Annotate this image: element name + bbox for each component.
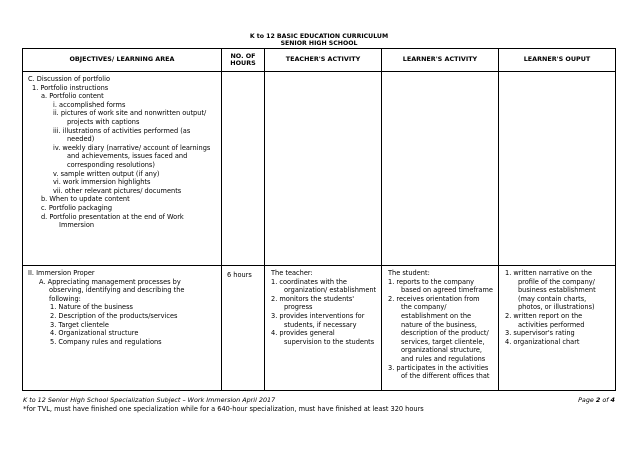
table-cell-learner xyxy=(382,266,499,391)
text-line: a. Portfolio content xyxy=(41,92,104,101)
text-line: 1. written narrative on the xyxy=(505,269,592,277)
table-cell-teacher xyxy=(265,72,382,266)
text-line: students, if necessary xyxy=(284,320,357,329)
table-cell-hours xyxy=(222,72,265,266)
table-cell-teacher xyxy=(265,266,382,391)
hours-value: 6 hours xyxy=(227,271,252,279)
table-cell-objectives xyxy=(23,266,222,391)
table-cell-output xyxy=(499,72,616,266)
text-line: progress xyxy=(284,303,313,312)
table-header-row xyxy=(23,49,616,72)
text-line: C. Discussion of portfolio xyxy=(28,75,110,83)
text-line: projects with captions xyxy=(67,118,140,126)
text-line: 1. Nature of the business xyxy=(50,303,133,312)
document-subtitle: SENIOR HIGH SCHOOL xyxy=(280,40,358,47)
text-line: organizational structure, xyxy=(401,346,482,355)
text-line: services, target clientele, xyxy=(401,337,485,346)
table-cell-hours xyxy=(222,266,265,391)
text-line: v. sample written output (if any) xyxy=(53,169,160,178)
text-line: business establishment xyxy=(518,286,596,295)
text-line: description of the product/ xyxy=(401,329,489,338)
column-header-learner-activity: LEARNER'S ACTIVITY xyxy=(382,49,499,72)
text-line: 4. organizational chart xyxy=(505,337,580,346)
text-line: II. Immersion Proper xyxy=(28,269,95,277)
text-line: corresponding resolutions) xyxy=(67,161,155,169)
text-line: following: xyxy=(49,294,81,303)
text-line: c. Portfolio packaging xyxy=(41,204,113,212)
column-header-objectives: OBJECTIVES/ LEARNING AREA xyxy=(23,49,222,72)
text-line: and rules and regulations xyxy=(401,355,486,363)
footnote: *for TVL, must have finished one specialization while for a 640-hour specialization, must have finished at least 320 hours xyxy=(23,405,424,413)
text-line: vii. other relevant pictures/ documents xyxy=(53,186,182,195)
text-line: vi. work immersion highlights xyxy=(53,178,151,187)
text-line: needed) xyxy=(67,135,95,144)
table-cell-output xyxy=(499,266,616,391)
text-line: the company/ xyxy=(401,303,447,312)
text-line: 2. receives orientation from xyxy=(388,294,480,303)
page-number: Page 2 of 4 xyxy=(578,396,615,404)
text-line: d. Portfolio presentation at the end of Work xyxy=(41,212,184,221)
text-line: 4. Organizational structure xyxy=(50,329,139,338)
table-cell-learner xyxy=(382,72,499,266)
text-line: supervision to the students xyxy=(284,337,375,346)
column-header-teacher-activity: TEACHER'S ACTIVITY xyxy=(265,49,382,72)
text-line: The student: xyxy=(388,269,430,277)
text-line: b. When to update content xyxy=(41,195,130,204)
text-line: (may contain charts, xyxy=(518,294,587,303)
text-line: 3. participates in the activities xyxy=(388,363,489,372)
column-header-hours: NO. OF HOURS xyxy=(222,49,265,72)
text-line: observing, identifying and describing the xyxy=(49,286,185,295)
table-row xyxy=(23,266,616,391)
text-line: 3. Target clientele xyxy=(50,320,109,329)
text-line: i. accomplished forms xyxy=(53,100,126,109)
text-line: profile of the company/ xyxy=(518,277,595,286)
text-line: photos, or illustrations) xyxy=(518,303,595,312)
text-line: 4. provides general xyxy=(271,329,335,338)
table-row xyxy=(23,72,616,266)
text-line: 3. supervisor's rating xyxy=(505,329,575,338)
curriculum-table xyxy=(22,48,616,391)
text-line: 3. provides interventions for xyxy=(271,312,365,320)
text-line: Immersion xyxy=(59,221,95,230)
table-cell-objectives xyxy=(23,72,222,266)
document-title: K to 12 BASIC EDUCATION CURRICULUM xyxy=(249,33,389,40)
text-line: activities performed xyxy=(518,320,585,329)
text-line: and achievements, issues faced and xyxy=(67,152,188,161)
text-line: establishment on the xyxy=(401,312,472,320)
text-line: nature of the business, xyxy=(401,320,477,329)
text-line: 1. coordinates with the xyxy=(271,277,347,286)
text-line: iv. weekly diary (narrative/ account of learnings xyxy=(53,143,211,152)
text-line: ii. pictures of work site and nonwritten output/ xyxy=(53,109,207,118)
footer-source: K to 12 Senior High School Specialization Subject – Work Immersion April 2017 xyxy=(23,396,276,404)
text-line: of the different offices that xyxy=(401,372,490,381)
text-line: 1. reports to the company xyxy=(388,277,475,286)
text-line: iii. illustrations of activities performed (as xyxy=(53,126,191,135)
text-line: 1. Portfolio instructions xyxy=(32,83,109,92)
footnote-marker: * xyxy=(23,405,27,413)
text-line: organization/ establishment xyxy=(284,286,377,295)
text-line: based on agreed timeframe xyxy=(401,286,493,295)
text-line: 2. written report on the xyxy=(505,312,583,320)
column-header-learner-output: LEARNER'S OUPUT xyxy=(499,49,616,72)
text-line: 2. Description of the products/services xyxy=(50,312,178,320)
text-line: A. Appreciating management processes by xyxy=(39,277,181,286)
text-line: 5. Company rules and regulations xyxy=(50,337,162,346)
text-line: The teacher: xyxy=(271,269,313,277)
text-line: 2. monitors the students' xyxy=(271,294,355,303)
